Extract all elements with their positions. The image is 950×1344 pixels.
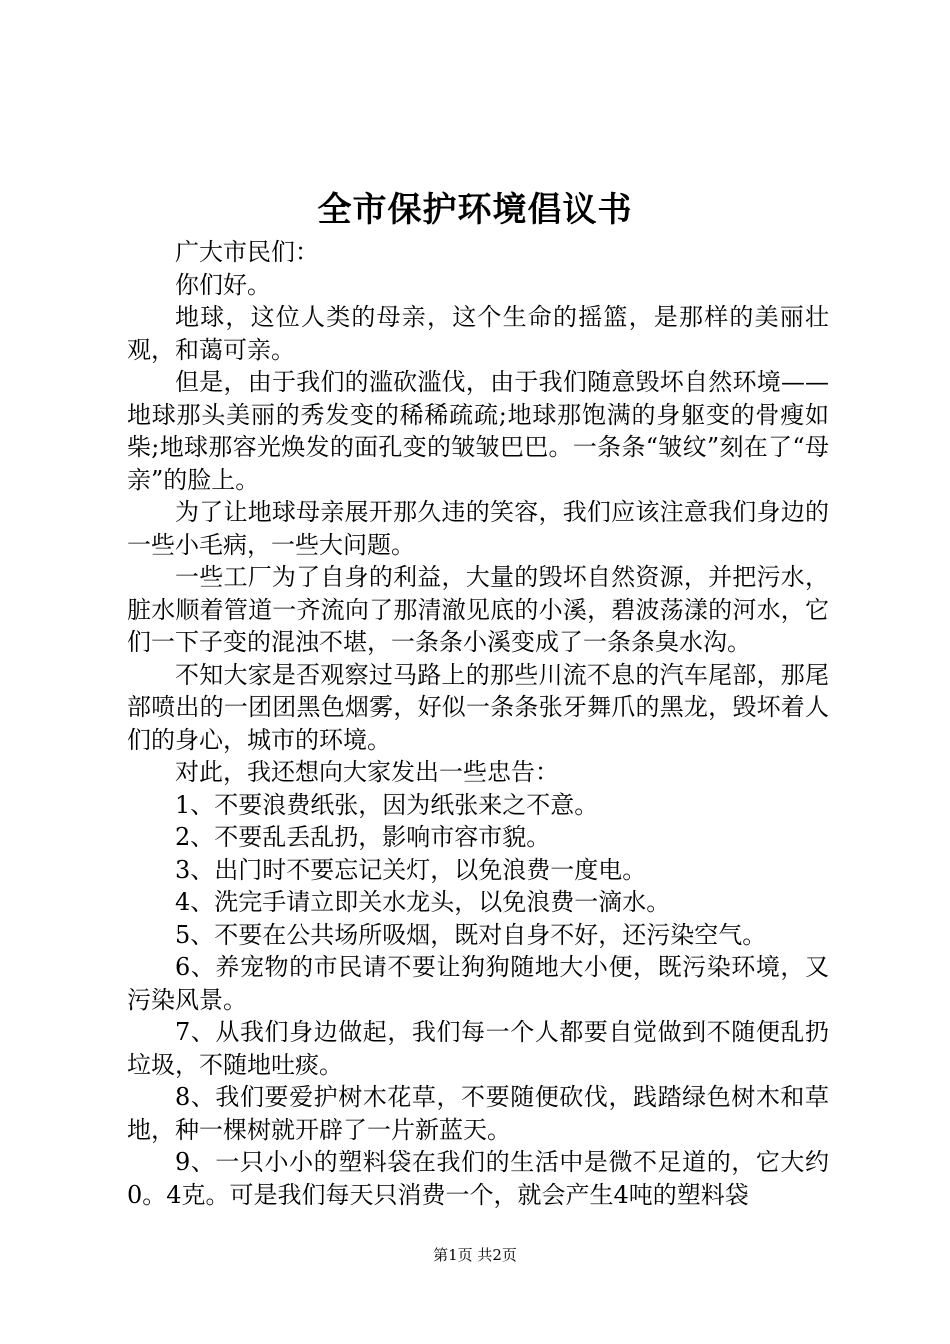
- list-item: 8、我们要爱护树木花草，不要随便砍伐，践踏绿色树木和草地，种一棵树就开辟了一片新蓝天。: [127, 1083, 829, 1144]
- salutation: 广大市民们：: [175, 238, 319, 266]
- paragraph: 地球，这位人类的母亲，这个生命的摇篮，是那样的美丽壮观，和蔼可亲。: [127, 303, 829, 364]
- paragraph: 不知大家是否观察过马路上的那些川流不息的汽车尾部，那尾部喷出的一团团黑色烟雾，好似一条条张牙舞爪的黑龙，毁坏着人们的身心，城市的环境。: [127, 660, 829, 754]
- list-item: 5、不要在公共场所吸烟，既对自身不好，还污染空气。: [175, 920, 767, 949]
- paragraph: 一些工厂为了自身的利益，大量的毁坏自然资源，并把污水，脏水顺着管道一齐流向了那清澈见底的小溪，碧波荡漾的河水，它们一下子变的混浊不堪，一条条小溪变成了一条条臭水沟。: [127, 563, 829, 656]
- paragraph: 但是，由于我们的滥砍滥伐，由于我们随意毁坏自然环境——地球那头美丽的秀发变的稀稀疏疏;地球那饱满的身躯变的骨瘦如柴;地球那容光焕发的面孔变的皱皱巴巴。一条条“皱纹”刻在了“母亲”的脸上。: [127, 368, 829, 494]
- list-item: 2、不要乱丢乱扔，影响市容市貌。: [175, 823, 551, 851]
- greeting: 你们好。: [175, 270, 271, 299]
- list-item: 3、出门时不要忘记关灯，以免浪费一度电。: [175, 855, 647, 884]
- list-item: 7、从我们身边做起，我们每一个人都要自觉做到不随便乱扔垃圾，不随地吐痰。: [127, 1018, 829, 1079]
- paragraph: 对此，我还想向大家发出一些忠告：: [175, 758, 559, 786]
- list-item: 9、一只小小的塑料袋在我们的生活中是微不足道的，它大约0。4克。可是我们每天只消费一个，就会产生4吨的塑料袋: [127, 1148, 829, 1209]
- document-body: [127, 236, 829, 1211]
- list-item: 1、不要浪费纸张，因为纸张来之不意。: [175, 790, 599, 819]
- document-title: 全市保护环境倡议书: [317, 190, 633, 230]
- list-item: 6、养宠物的市民请不要让狗狗随地大小便，既污染环境，又污染风景。: [127, 953, 829, 1014]
- list-item: 4、洗完手请立即关水龙头，以免浪费一滴水。: [175, 888, 671, 916]
- page-number-footer: 第1页 共2页: [433, 1246, 517, 1264]
- paragraph: 为了让地球母亲展开那久违的笑容，我们应该注意我们身边的一些小毛病，一些大问题。: [127, 498, 829, 559]
